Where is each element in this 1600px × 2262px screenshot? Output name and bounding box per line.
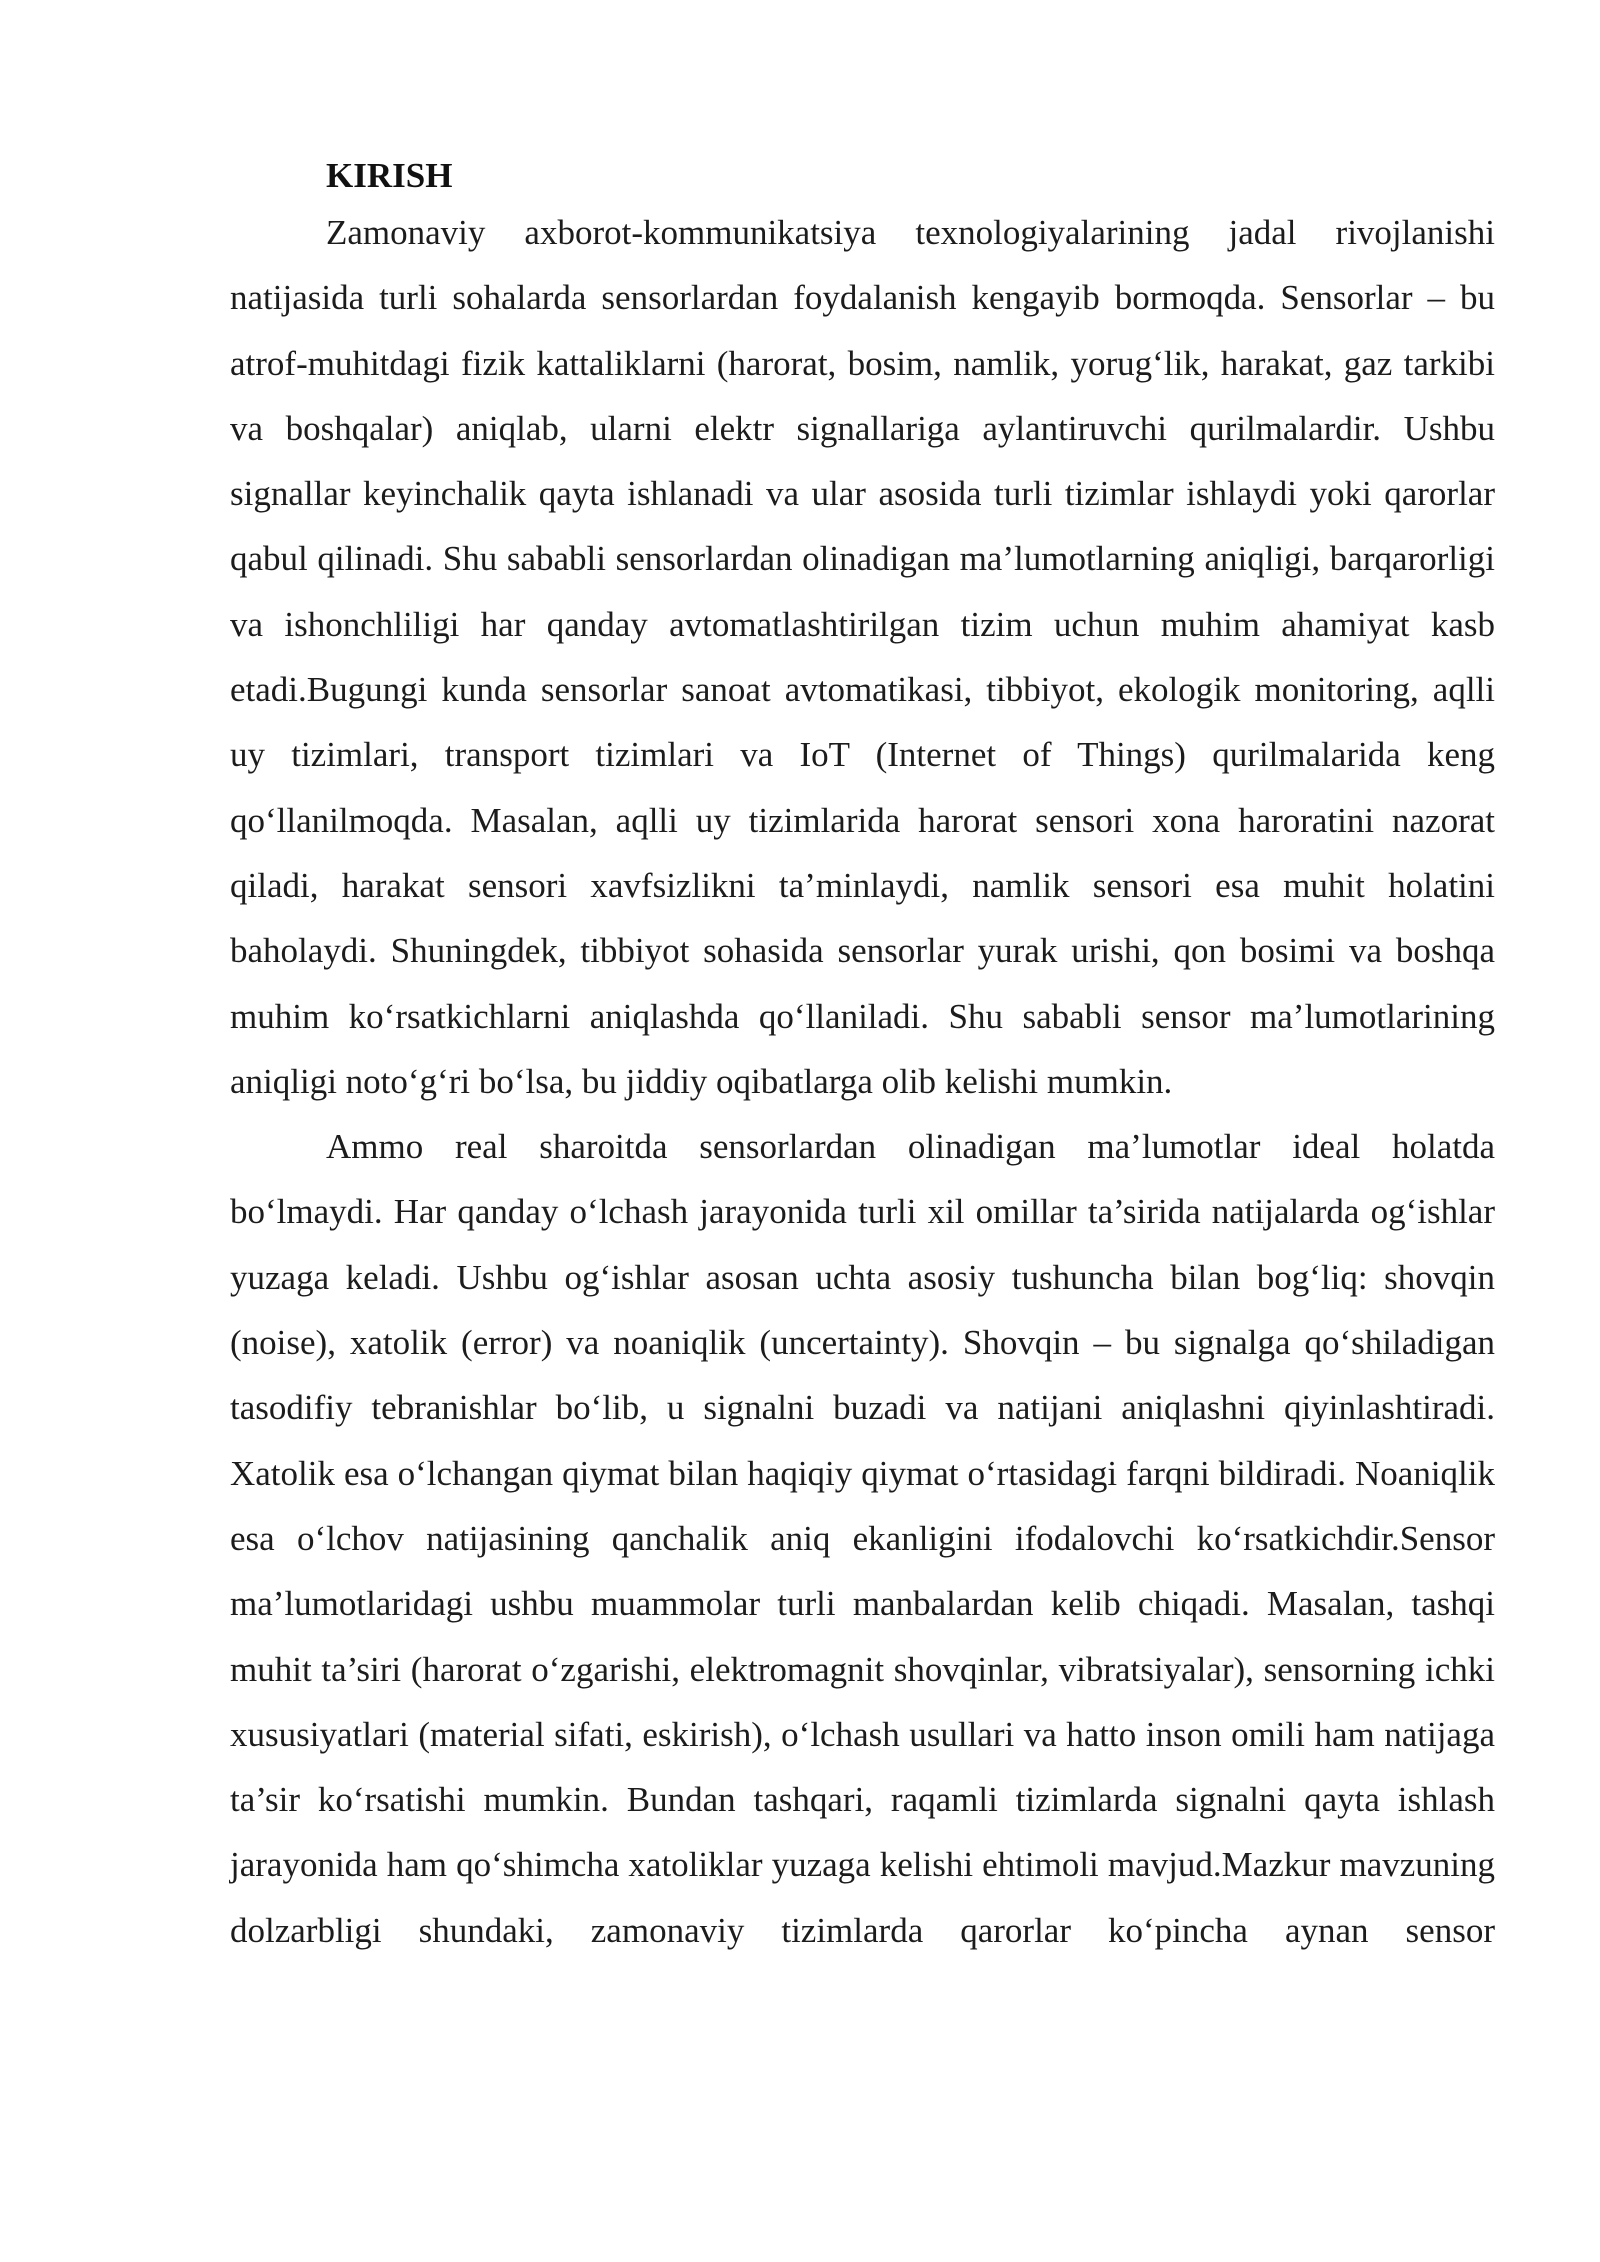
paragraph: Ammo real sharoitda sensorlardan olinadigan ma’lumotlar ideal holatda bo‘lmaydi. Har qanday o‘lchash jarayonida turli xil omillar ta’sirida natijalarda og‘ishlar yuzaga keladi. Ushbu og‘ishlar asosan uchta asosiy tushuncha bilan bog‘liq: shovqin (noise), xatolik (error) va noaniqlik (uncertainty). Shovqin – bu signalga qo‘shiladigan tasodifiy tebranishlar bo‘lib, u signalni buzadi va natijani aniqlashni qiyinlashtiradi. Xatolik esa o‘lchangan qiymat bilan haqiqiy qiymat o‘rtasidagi farqni bildiradi. Noaniqlik esa o‘lchov natijasining qanchalik aniq ekanligini ifodalovchi ko‘rsatkichdir.Sensor ma’lumotlaridagi ushbu muammolar turli manbalardan kelib chiqadi. Masalan, tashqi muhit ta’siri (harorat o‘zgarishi, elektromagnit shovqinlar, vibratsiyalar), sensorning ichki xususiyatlari (material sifati, eskirish), o‘lchash usullari va hatto inson omili ham natijaga ta’sir ko‘rsatishi mumkin. Bundan tashqari, raqamli tizimlarda signalni qayta ishlash jarayonida ham qo‘shimcha xatoliklar yuzaga kelishi ehtimoli mavjud.Mazkur mavzuning dolzarbligi shundaki, zamonaviy tizimlarda qarorlar ko‘pincha aynan sensor <box>230 1127 1495 1950</box>
paragraph: Zamonaviy axborot-kommunikatsiya texnologiyalarining jadal rivojlanishi natijasida turli sohalarda sensorlardan foydalanish kengayib bormoqda. Sensorlar – bu atrof-muhitdagi fizik kattaliklarni (harorat, bosim, namlik, yorug‘lik, harakat, gaz tarkibi va boshqalar) aniqlab, ularni elektr signallariga aylantiruvchi qurilmalardir. Ushbu signallar keyinchalik qayta ishlanadi va ular asosida turli tizimlar ishlaydi yoki qarorlar qabul qilinadi. Shu sababli sensorlardan olinadigan ma’lumotlarning aniqligi, barqarorligi va ishonchliligi har qanday avtomatlashtirilgan tizim uchun muhim ahamiyat kasb etadi.Bugungi kunda sensorlar sanoat avtomatikasi, tibbiyot, ekologik monitoring, aqlli uy tizimlari, transport tizimlari va IoT (Internet of Things) qurilmalarida keng qo‘llanilmoqda. Masalan, aqlli uy tizimlarida harorat sensori xona haroratini nazorat qiladi, harakat sensori xavfsizlikni ta’minlaydi, namlik sensori esa muhit holatini baholaydi. Shuningdek, tibbiyot sohasida sensorlar yurak urishi, qon bosimi va boshqa muhim ko‘rsatkichlarni aniqlashda qo‘llaniladi. Shu sababli sensor ma’lumotlarining aniqligi noto‘g‘ri bo‘lsa, bu jiddiy oqibatlarga olib kelishi mumkin. <box>230 213 1495 1101</box>
document-body <box>230 152 1495 1963</box>
section-heading: KIRISH <box>326 156 453 195</box>
